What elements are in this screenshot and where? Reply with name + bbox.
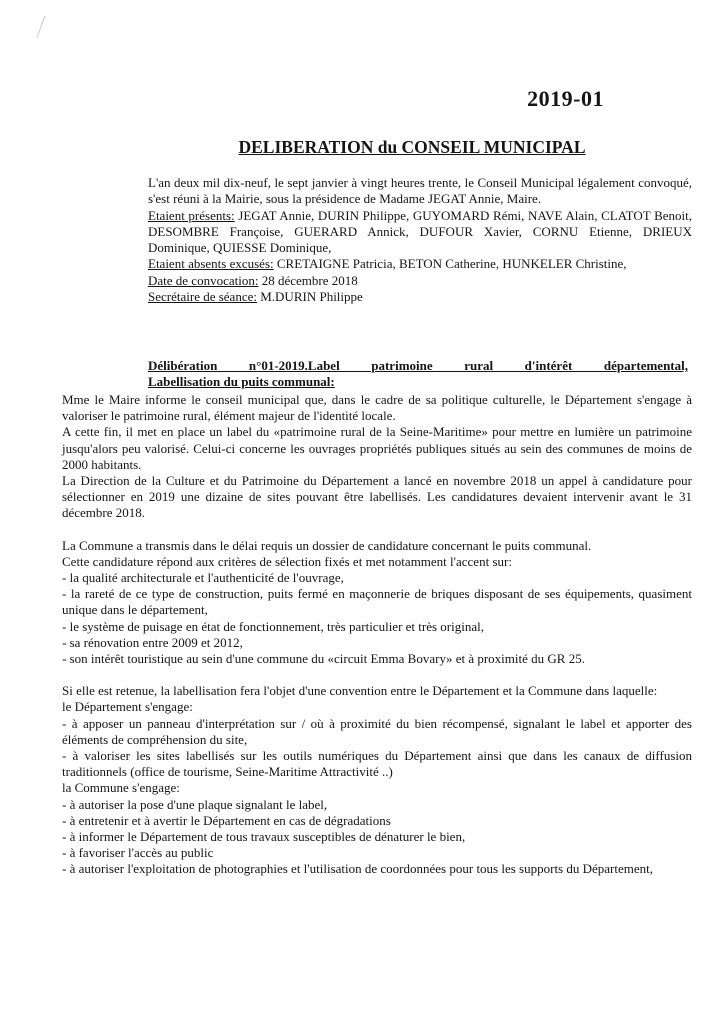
paragraph: Cette candidature répond aux critères de sélection fixés et met notamment l'accent sur: bbox=[62, 553, 512, 569]
present-label: Etaient présents: bbox=[148, 207, 235, 223]
commune-commitment-item: - à autoriser l'exploitation de photographies et l'utilisation de coordonnées pour tous les supports du Département, bbox=[62, 861, 653, 877]
criteria-item: - le système de puisage en état de fonctionnement, très particulier et très original, bbox=[62, 618, 484, 634]
session-info bbox=[148, 175, 692, 305]
absent-label: Etaient absents excusés: bbox=[148, 256, 274, 272]
criteria-item: - son intérêt touristique au sein d'une commune du «circuit Emma Bovary» et à proximité du GR 25. bbox=[62, 651, 585, 667]
department-commitment-item: - à valoriser les sites labellisés sur les outils numériques du Département ainsi que dans les canaux de diffusion traditionnels (office de tourisme, Seine-Maritime Attractivité ..) bbox=[62, 748, 692, 780]
convocation-label: Date de convocation: bbox=[148, 272, 259, 288]
scan-mark-icon bbox=[34, 14, 48, 40]
deliberation-heading bbox=[148, 358, 688, 390]
criteria-item: - sa rénovation entre 2009 et 2012, bbox=[62, 634, 243, 650]
convocation-value: 28 décembre 2018 bbox=[258, 272, 358, 288]
commune-commitments-label: la Commune s'engage: bbox=[62, 780, 180, 796]
paragraph: Mme le Maire informe le conseil municipal que, dans le cadre de sa politique culturelle, le Département s'engage à valoriser le patrimoine rural, élément majeur de l'identité locale. bbox=[62, 392, 692, 424]
criteria-item: - la qualité architecturale et l'authenticité de l'ouvrage, bbox=[62, 570, 344, 586]
commune-commitment-item: - à informer le Département de tous travaux susceptibles de dénaturer le bien, bbox=[62, 829, 466, 845]
absent-members bbox=[148, 256, 692, 272]
paragraph: A cette fin, il met en place un label du «patrimoine rural de la Seine-Maritime» pour mettre en lumière un patrimoine jusqu'alors peu valorisé. Celui-ci concerne les ouvrages propriétés publiques situés au sein des communes de moins de 2000 habitants. bbox=[62, 424, 692, 472]
convocation-date bbox=[148, 273, 692, 289]
secretary-value: M.DURIN Philippe bbox=[256, 289, 363, 305]
paragraph: La Direction de la Culture et du Patrimoine du Département a lancé en novembre 2018 un appel à candidature pour sélectionner en 2019 une dizaine de sites pouvant être labellisés. Les candidatures devaient intervenir avant le 31 décembre 2018. bbox=[62, 473, 692, 521]
secretary-label: Secrétaire de séance: bbox=[148, 289, 257, 305]
paragraph-gap bbox=[62, 522, 692, 538]
session-opening: L'an deux mil dix-neuf, le sept janvier à vingt heures trente, le Conseil Municipal légalement convoqué, s'est réuni à la Mairie, sous la présidence de Madame JEGAT Annie, Maire. bbox=[148, 175, 692, 207]
present-members bbox=[148, 208, 692, 257]
absent-names: CRETAIGNE Patricia, BETON Catherine, HUNKELER Christine, bbox=[273, 256, 627, 272]
document-title: DELIBERATION du CONSEIL MUNICIPAL bbox=[238, 137, 586, 157]
session-secretary bbox=[148, 289, 692, 305]
paragraph: La Commune a transmis dans le délai requis un dossier de candidature concernant le puits communal. bbox=[62, 537, 592, 553]
deliberation-heading-line1: Délibération n°01-2019.Label patrimoine rural d'intérêt départemental, bbox=[148, 358, 688, 373]
department-commitment-item: - à apposer un panneau d'interprétation sur / où à proximité du bien récompensé, signalant le label et apporter des éléments de compréhension du site, bbox=[62, 715, 692, 747]
department-commitments-label: le Département s'engage: bbox=[62, 699, 193, 715]
commune-commitment-item: - à autoriser la pose d'une plaque signalant le label, bbox=[62, 796, 328, 812]
commune-commitment-item: - à entretenir et à avertir le Département en cas de dégradations bbox=[62, 812, 391, 828]
deliberation-body bbox=[62, 392, 692, 878]
deliberation-heading-line2: Labellisation du puits communal: bbox=[148, 374, 335, 389]
present-names: JEGAT Annie, DURIN Philippe, GUYOMARD Rémi, NAVE Alain, CLATOT Benoit, DESOMBRE Françoise, GUERARD Annick, DUFOUR Xavier, CORNU Etienne, DRIEUX Dominique, QUIESSE Dominique, bbox=[148, 207, 693, 256]
deliberation-number: 2019-01 bbox=[527, 86, 604, 111]
paragraph-gap bbox=[62, 667, 692, 683]
commune-commitment-item: - à favoriser l'accès au public bbox=[62, 845, 214, 861]
criteria-item: - la rareté de ce type de construction, puits fermé en maçonnerie de briques disposant de ses équipements, quasiment unique dans le département, bbox=[62, 586, 692, 618]
paragraph: Si elle est retenue, la labellisation fera l'objet d'une convention entre le Département et la Commune dans laquelle: bbox=[62, 683, 658, 699]
